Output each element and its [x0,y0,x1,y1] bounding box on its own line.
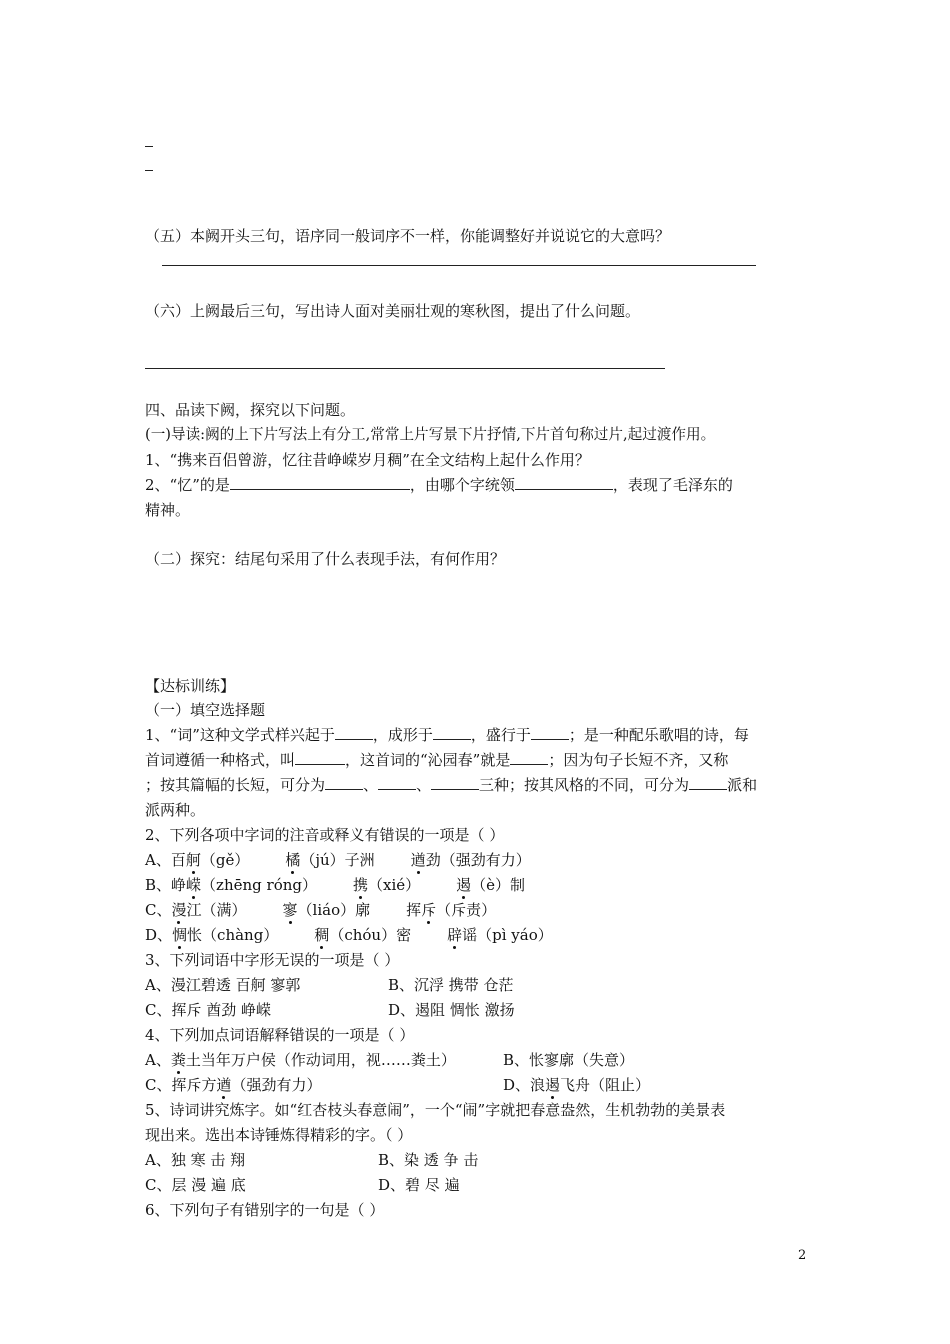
text: ；因为句子长短不齐，又称 [548,751,729,769]
fill-blank [431,775,479,790]
text: （强劲有力） [231,1076,322,1094]
fill-blank [433,725,471,740]
train-q4-option-a [145,1050,456,1070]
fill-blank [510,750,548,765]
train-q6-stem: 6、下列句子有错别字的一句是（ ） [145,1201,385,1219]
text: ，成形于 [372,726,433,744]
text: 1、“词”这种文学式样兴起于 [145,726,335,744]
text: 劲（强劲有力） [425,851,531,869]
train-q5-option-b: B、染 透 争 击 [378,1151,479,1169]
text: （liáo）廓 [297,901,371,919]
text: （chóu）密 [329,926,412,944]
train-q2-option-a [145,850,531,870]
training-subtitle: （一）填空选择题 [145,701,266,719]
train-q1-line3 [145,775,757,795]
question-5: （五）本阙开头三句，语序同一般词序不一样，你能调整好并说说它的大意吗？ [145,227,671,245]
dotted-char: 寥 [282,901,298,919]
text: 怅（chàng） [187,926,279,944]
answer-line [162,265,756,266]
fill-blank [295,750,345,765]
dotted-char: 橘 [285,851,301,869]
dotted-char: 漫 [171,901,187,919]
text: C、 [145,901,172,919]
train-q5-option-a: A、独 寒 击 翔 [145,1151,246,1169]
text: （斥责） [436,901,497,919]
text: 江（满） [186,901,247,919]
train-q3-option-c: C、挥斥 酋劲 峥嵘 [145,1001,272,1019]
dotted-char: 惆 [172,926,188,944]
dotted-char: 稠 [314,926,330,944]
q2-text-a: 2、“忆”的是 [145,476,230,494]
section-4-q2-end: 精神。 [145,501,191,519]
train-q4-option-c [145,1075,322,1095]
train-q4-stem: 4、下列加点词语解释错误的一项是（ ） [145,1026,415,1044]
section-4-q2 [145,475,733,495]
fill-blank [325,775,363,790]
dotted-char: 携 [352,876,368,894]
text: A、 [145,1051,171,1069]
dotted-char: 辟 [447,926,463,944]
dash-mark [145,146,153,147]
train-q3-option-b: B、沉浮 携带 仓茫 [388,976,514,994]
train-q1-line2 [145,750,728,770]
train-q5-option-c: C、层 漫 遍 底 [145,1176,246,1194]
dotted-char: 遏 [545,1076,561,1094]
text: 土当年万户侯（作动词用，视……粪土） [185,1051,456,1069]
text: （è）制 [471,876,526,894]
text: 、 [416,776,432,794]
text: D、浪 [503,1076,546,1094]
text: 首词遵循一种格式，叫 [145,751,296,769]
text: （xié） [368,876,421,894]
section-4-q1: 1、“携来百侣曾游，忆往昔峥嵘岁月稠”在全文结构上起什么作用？ [145,451,590,469]
fill-blank [515,475,613,490]
dotted-char: 遒 [410,851,426,869]
fill-blank [531,725,569,740]
train-q2-option-d [145,925,553,945]
section-4-explore: （二）探究：结尾句采用了什么表现手法，有何作用？ [145,550,506,568]
section-4-title: 四、品读下阙，探究以下问题。 [145,401,356,419]
train-q3-option-a: A、漫江碧透 百舸 寥郭 [145,976,301,994]
text: （gě） [200,851,250,869]
train-q2-option-b [145,875,525,895]
train-q2-option-c [145,900,496,920]
text: ；是一种配乐歌唱的诗，每 [568,726,749,744]
dotted-char: 遒 [216,1076,232,1094]
text: 百 [170,851,186,869]
q2-text-c: ，表现了毛泽东的 [612,476,733,494]
q2-text-b: ，由哪个字统领 [409,476,515,494]
text: 飞舟（阻止） [560,1076,651,1094]
fill-blank [230,475,410,490]
dotted-char: 嵘 [186,876,202,894]
dotted-char: 舸 [185,851,201,869]
text: 三种；按其风格的不同，可分为 [479,776,690,794]
dotted-char: 斥 [421,901,437,919]
fill-blank [378,775,416,790]
fill-blank [335,725,373,740]
dotted-char: 遏 [456,876,472,894]
answer-line [145,368,665,369]
train-q2-stem: 2、下列各项中字词的注音或释义有错误的一项是（ ） [145,826,505,844]
page-number: 2 [798,1248,807,1263]
fill-blank [689,775,727,790]
text: ，这首词的“沁园春”就是 [345,751,511,769]
question-6: （六）上阙最后三句，写出诗人面对美丽壮观的寒秋图，提出了什么问题。 [145,302,641,320]
train-q4-option-b: B、怅寥廓（失意） [503,1051,635,1069]
dotted-char: 粪 [170,1051,186,1069]
text: （jú）子洲 [300,851,375,869]
train-q5-option-d: D、碧 尽 遍 [378,1176,460,1194]
text: 派和 [727,776,758,794]
text: ，盛行于 [470,726,531,744]
section-4-intro: (一)导读:阙的上下片写法上有分工,常常上片写景下片抒情,下片首句称过片,起过渡作用。 [145,426,716,443]
train-q1-line1 [145,725,749,745]
text: 挥 [406,901,422,919]
text: C、挥斥方 [145,1076,217,1094]
train-q3-stem: 3、下列词语中字形无误的一项是（ ） [145,951,400,969]
train-q5-line1: 5、诗词讲究炼字。如“红杏枝头春意闹”，一个“闹”字就把春意盎然，生机勃勃的美景表 [145,1101,726,1119]
text: （zhēng róng） [201,876,317,894]
train-q5-line2: 现出来。选出本诗锤炼得精彩的字。（ ） [145,1126,413,1144]
text: ；按其篇幅的长短，可分为 [145,776,326,794]
training-title: 【达标训练】 [145,677,236,695]
text: D、 [145,926,173,944]
train-q1-line4: 派两种。 [145,801,206,819]
text: B、峥 [145,876,187,894]
train-q4-option-d [503,1075,650,1095]
text: A、 [145,851,171,869]
text: 谣（pì yáo） [462,926,553,944]
dash-mark [145,170,153,171]
train-q3-option-d: D、遏阻 惆怅 激扬 [388,1001,515,1019]
text: 、 [363,776,379,794]
